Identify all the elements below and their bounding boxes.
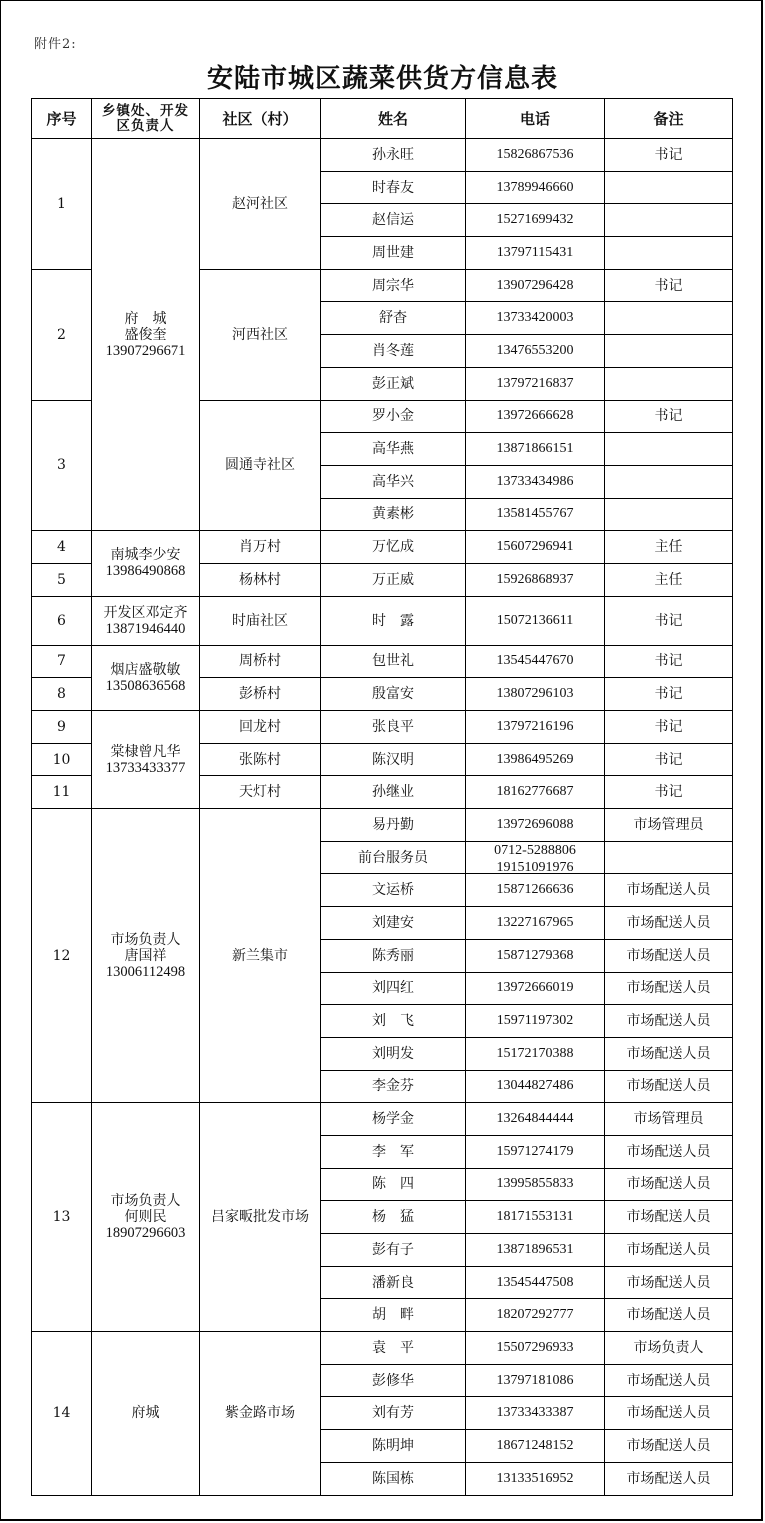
cell-phone: 15971274179 xyxy=(466,1135,605,1168)
cell-no: 1 xyxy=(32,139,92,270)
cell-note: 书记 xyxy=(605,400,733,433)
cell-name: 彭正斌 xyxy=(321,367,466,400)
cell-phone: 13227167965 xyxy=(466,907,605,940)
cell-note xyxy=(605,237,733,270)
cell-name: 刘有芳 xyxy=(321,1397,466,1430)
cell-phone: 18162776687 xyxy=(466,776,605,809)
cell-name: 杨 猛 xyxy=(321,1201,466,1234)
cell-no: 2 xyxy=(32,269,92,400)
leader-line: 盛俊奎 xyxy=(124,326,167,343)
cell-name: 黄素彬 xyxy=(321,498,466,531)
cell-name: 时春友 xyxy=(321,171,466,204)
cell-note xyxy=(605,204,733,237)
cell-phone: 13797216837 xyxy=(466,367,605,400)
header-leader xyxy=(92,99,200,139)
cell-phone: 13797216196 xyxy=(466,711,605,744)
cell-note: 市场负责人 xyxy=(605,1332,733,1365)
leader-phone: 18907296603 xyxy=(105,1225,186,1242)
cell-note: 市场配送人员 xyxy=(605,1299,733,1332)
cell-phone: 13733433387 xyxy=(466,1397,605,1430)
leader-line: 南城李少安 xyxy=(110,547,181,564)
cell-name: 时 露 xyxy=(321,596,466,645)
leader-line: 市场负责人 xyxy=(110,931,181,948)
cell-name: 刘建安 xyxy=(321,907,466,940)
cell-no: 14 xyxy=(32,1332,92,1495)
cell-note: 市场配送人员 xyxy=(605,1201,733,1234)
cell-name: 杨学金 xyxy=(321,1103,466,1136)
cell-note: 书记 xyxy=(605,645,733,678)
cell-note xyxy=(605,335,733,368)
cell-no: 5 xyxy=(32,563,92,596)
cell-name: 易丹勤 xyxy=(321,809,466,842)
cell-phone: 15871266636 xyxy=(466,874,605,907)
cell-no: 13 xyxy=(32,1103,92,1332)
header-note: 备注 xyxy=(605,99,733,139)
header-leader-line: 乡镇处、开发 xyxy=(102,102,189,119)
cell-phone: 15172170388 xyxy=(466,1037,605,1070)
cell-phone: 13789946660 xyxy=(466,171,605,204)
cell-name: 周世建 xyxy=(321,237,466,270)
cell-note: 市场配送人员 xyxy=(605,1266,733,1299)
cell-note: 市场管理员 xyxy=(605,1103,733,1136)
cell-name: 陈 四 xyxy=(321,1168,466,1201)
phone-line: 0712-5288806 xyxy=(494,842,576,858)
cell-leader xyxy=(92,809,200,1103)
cell-note: 市场配送人员 xyxy=(605,1397,733,1430)
cell-note: 市场配送人员 xyxy=(605,1168,733,1201)
cell-note: 主任 xyxy=(605,563,733,596)
table-row xyxy=(32,1332,733,1365)
attachment-label: 附件2: xyxy=(34,37,77,52)
cell-community: 时庙社区 xyxy=(200,596,321,645)
cell-phone: 15871279368 xyxy=(466,939,605,972)
cell-phone: 13581455767 xyxy=(466,498,605,531)
leader-phone: 13871946440 xyxy=(105,620,186,637)
cell-note xyxy=(605,171,733,204)
cell-phone: 13807296103 xyxy=(466,678,605,711)
cell-no: 12 xyxy=(32,809,92,1103)
cell-phone: 15607296941 xyxy=(466,531,605,564)
cell-phone: 15926868937 xyxy=(466,563,605,596)
cell-name: 高华兴 xyxy=(321,465,466,498)
cell-phone: 13995855833 xyxy=(466,1168,605,1201)
cell-phone: 13986495269 xyxy=(466,743,605,776)
cell-phone: 13797181086 xyxy=(466,1364,605,1397)
cell-phone: 13545447670 xyxy=(466,645,605,678)
cell-name: 袁 平 xyxy=(321,1332,466,1365)
cell-name: 陈国栋 xyxy=(321,1462,466,1495)
cell-phone: 13871866151 xyxy=(466,433,605,466)
cell-community: 周桥村 xyxy=(200,645,321,678)
cell-name: 赵信运 xyxy=(321,204,466,237)
cell-name: 潘新良 xyxy=(321,1266,466,1299)
header-phone: 电话 xyxy=(466,99,605,139)
leader-line: 何则民 xyxy=(124,1209,167,1226)
cell-note xyxy=(605,302,733,335)
cell-community: 河西社区 xyxy=(200,269,321,400)
cell-community: 张陈村 xyxy=(200,743,321,776)
table-row xyxy=(32,645,733,678)
leader-line: 唐国祥 xyxy=(124,947,167,964)
cell-no: 3 xyxy=(32,400,92,531)
cell-name: 陈汉明 xyxy=(321,743,466,776)
cell-community: 圆通寺社区 xyxy=(200,400,321,531)
cell-note: 书记 xyxy=(605,139,733,172)
cell-note: 市场配送人员 xyxy=(605,1005,733,1038)
cell-phone: 15507296933 xyxy=(466,1332,605,1365)
cell-note: 市场配送人员 xyxy=(605,1070,733,1103)
cell-phone: 13871896531 xyxy=(466,1234,605,1267)
cell-note: 市场配送人员 xyxy=(605,1135,733,1168)
cell-note xyxy=(605,465,733,498)
cell-phone: 15072136611 xyxy=(466,596,605,645)
cell-name: 陈明坤 xyxy=(321,1430,466,1463)
cell-note: 市场配送人员 xyxy=(605,874,733,907)
cell-name: 张良平 xyxy=(321,711,466,744)
cell-name: 陈秀丽 xyxy=(321,939,466,972)
cell-community: 肖万村 xyxy=(200,531,321,564)
cell-name: 舒杳 xyxy=(321,302,466,335)
leader-line: 市场负责人 xyxy=(110,1193,181,1210)
header-row xyxy=(32,99,733,139)
cell-name: 高华燕 xyxy=(321,433,466,466)
cell-no: 11 xyxy=(32,776,92,809)
cell-note: 书记 xyxy=(605,743,733,776)
cell-name: 万忆成 xyxy=(321,531,466,564)
header-name: 姓名 xyxy=(321,99,466,139)
cell-phone: 18671248152 xyxy=(466,1430,605,1463)
cell-note: 书记 xyxy=(605,269,733,302)
cell-phone: 13545447508 xyxy=(466,1266,605,1299)
cell-phone: 13972696088 xyxy=(466,809,605,842)
header-community: 社区（村） xyxy=(200,99,321,139)
cell-community: 杨林村 xyxy=(200,563,321,596)
cell-note: 书记 xyxy=(605,596,733,645)
cell-name: 殷富安 xyxy=(321,678,466,711)
leader-phone: 13006112498 xyxy=(105,963,186,980)
cell-community: 赵河社区 xyxy=(200,139,321,270)
header-no: 序号 xyxy=(32,99,92,139)
leader-phone: 13733433377 xyxy=(105,759,186,776)
cell-name: 万正威 xyxy=(321,563,466,596)
leader-line: 烟店盛敬敏 xyxy=(110,661,181,678)
cell-note: 书记 xyxy=(605,678,733,711)
cell-no: 9 xyxy=(32,711,92,744)
phone-line: 19151091976 xyxy=(496,859,574,874)
cell-phone: 18171553131 xyxy=(466,1201,605,1234)
cell-name: 李金芬 xyxy=(321,1070,466,1103)
cell-note: 市场配送人员 xyxy=(605,939,733,972)
cell-name: 刘明发 xyxy=(321,1037,466,1070)
cell-name: 前台服务员 xyxy=(321,841,466,874)
cell-note: 书记 xyxy=(605,711,733,744)
cell-phone: 13733434986 xyxy=(466,465,605,498)
cell-leader xyxy=(92,645,200,710)
cell-name: 孙继业 xyxy=(321,776,466,809)
cell-phone: 13972666628 xyxy=(466,400,605,433)
cell-no: 7 xyxy=(32,645,92,678)
table-row xyxy=(32,1103,733,1136)
cell-community: 紫金路市场 xyxy=(200,1332,321,1495)
cell-leader xyxy=(92,531,200,596)
cell-phone: 13476553200 xyxy=(466,335,605,368)
cell-note xyxy=(605,367,733,400)
cell-phone: 15271699432 xyxy=(466,204,605,237)
leader-line: 棠棣曾凡华 xyxy=(110,743,181,760)
cell-no: 4 xyxy=(32,531,92,564)
phone-stack xyxy=(466,842,604,874)
cell-note: 市场配送人员 xyxy=(605,1364,733,1397)
cell-community: 回龙村 xyxy=(200,711,321,744)
cell-leader xyxy=(92,711,200,809)
cell-phone: 15826867536 xyxy=(466,139,605,172)
cell-note: 市场管理员 xyxy=(605,809,733,842)
cell-name: 孙永旺 xyxy=(321,139,466,172)
cell-note: 市场配送人员 xyxy=(605,1037,733,1070)
cell-name: 文运桥 xyxy=(321,874,466,907)
table-row xyxy=(32,809,733,842)
cell-leader xyxy=(92,596,200,645)
leader-line: 开发区邓定齐 xyxy=(103,604,188,621)
cell-note xyxy=(605,433,733,466)
supplier-table xyxy=(31,98,733,1496)
cell-no: 10 xyxy=(32,743,92,776)
document-title: 安陆市城区蔬菜供货方信息表 xyxy=(206,64,558,94)
cell-phone: 13264844444 xyxy=(466,1103,605,1136)
cell-leader xyxy=(92,139,200,531)
cell-phone xyxy=(466,841,605,874)
cell-name: 李 军 xyxy=(321,1135,466,1168)
cell-community: 新兰集市 xyxy=(200,809,321,1103)
cell-note: 市场配送人员 xyxy=(605,1462,733,1495)
cell-phone: 13044827486 xyxy=(466,1070,605,1103)
cell-name: 周宗华 xyxy=(321,269,466,302)
cell-phone: 13907296428 xyxy=(466,269,605,302)
cell-note xyxy=(605,498,733,531)
cell-name: 刘 飞 xyxy=(321,1005,466,1038)
cell-phone: 13797115431 xyxy=(466,237,605,270)
cell-note: 市场配送人员 xyxy=(605,1234,733,1267)
cell-note: 市场配送人员 xyxy=(605,972,733,1005)
cell-name: 罗小金 xyxy=(321,400,466,433)
cell-leader xyxy=(92,1103,200,1332)
leader-line: 府 城 xyxy=(124,310,167,327)
header-leader-line: 区负责人 xyxy=(116,117,175,134)
cell-note: 市场配送人员 xyxy=(605,1430,733,1463)
cell-phone: 13972666019 xyxy=(466,972,605,1005)
cell-name: 彭修华 xyxy=(321,1364,466,1397)
cell-leader xyxy=(92,1332,200,1495)
leader-phone: 13986490868 xyxy=(105,563,186,580)
cell-community: 彭桥村 xyxy=(200,678,321,711)
cell-phone: 18207292777 xyxy=(466,1299,605,1332)
cell-phone: 13733420003 xyxy=(466,302,605,335)
cell-name: 胡 畔 xyxy=(321,1299,466,1332)
cell-note: 主任 xyxy=(605,531,733,564)
table-row xyxy=(32,531,733,564)
cell-note: 书记 xyxy=(605,776,733,809)
cell-name: 刘四红 xyxy=(321,972,466,1005)
cell-community: 天灯村 xyxy=(200,776,321,809)
cell-no: 6 xyxy=(32,596,92,645)
cell-note xyxy=(605,841,733,874)
cell-name: 包世礼 xyxy=(321,645,466,678)
table-row xyxy=(32,711,733,744)
cell-no: 8 xyxy=(32,678,92,711)
cell-phone: 15971197302 xyxy=(466,1005,605,1038)
cell-name: 肖冬莲 xyxy=(321,335,466,368)
table-row xyxy=(32,139,733,172)
leader-phone: 13508636568 xyxy=(105,677,186,694)
cell-phone: 13133516952 xyxy=(466,1462,605,1495)
cell-name: 彭有子 xyxy=(321,1234,466,1267)
leader-line: 府城 xyxy=(131,1405,160,1422)
leader-phone: 13907296671 xyxy=(105,342,186,359)
cell-community: 吕家畈批发市场 xyxy=(200,1103,321,1332)
cell-note: 市场配送人员 xyxy=(605,907,733,940)
table-row xyxy=(32,596,733,645)
